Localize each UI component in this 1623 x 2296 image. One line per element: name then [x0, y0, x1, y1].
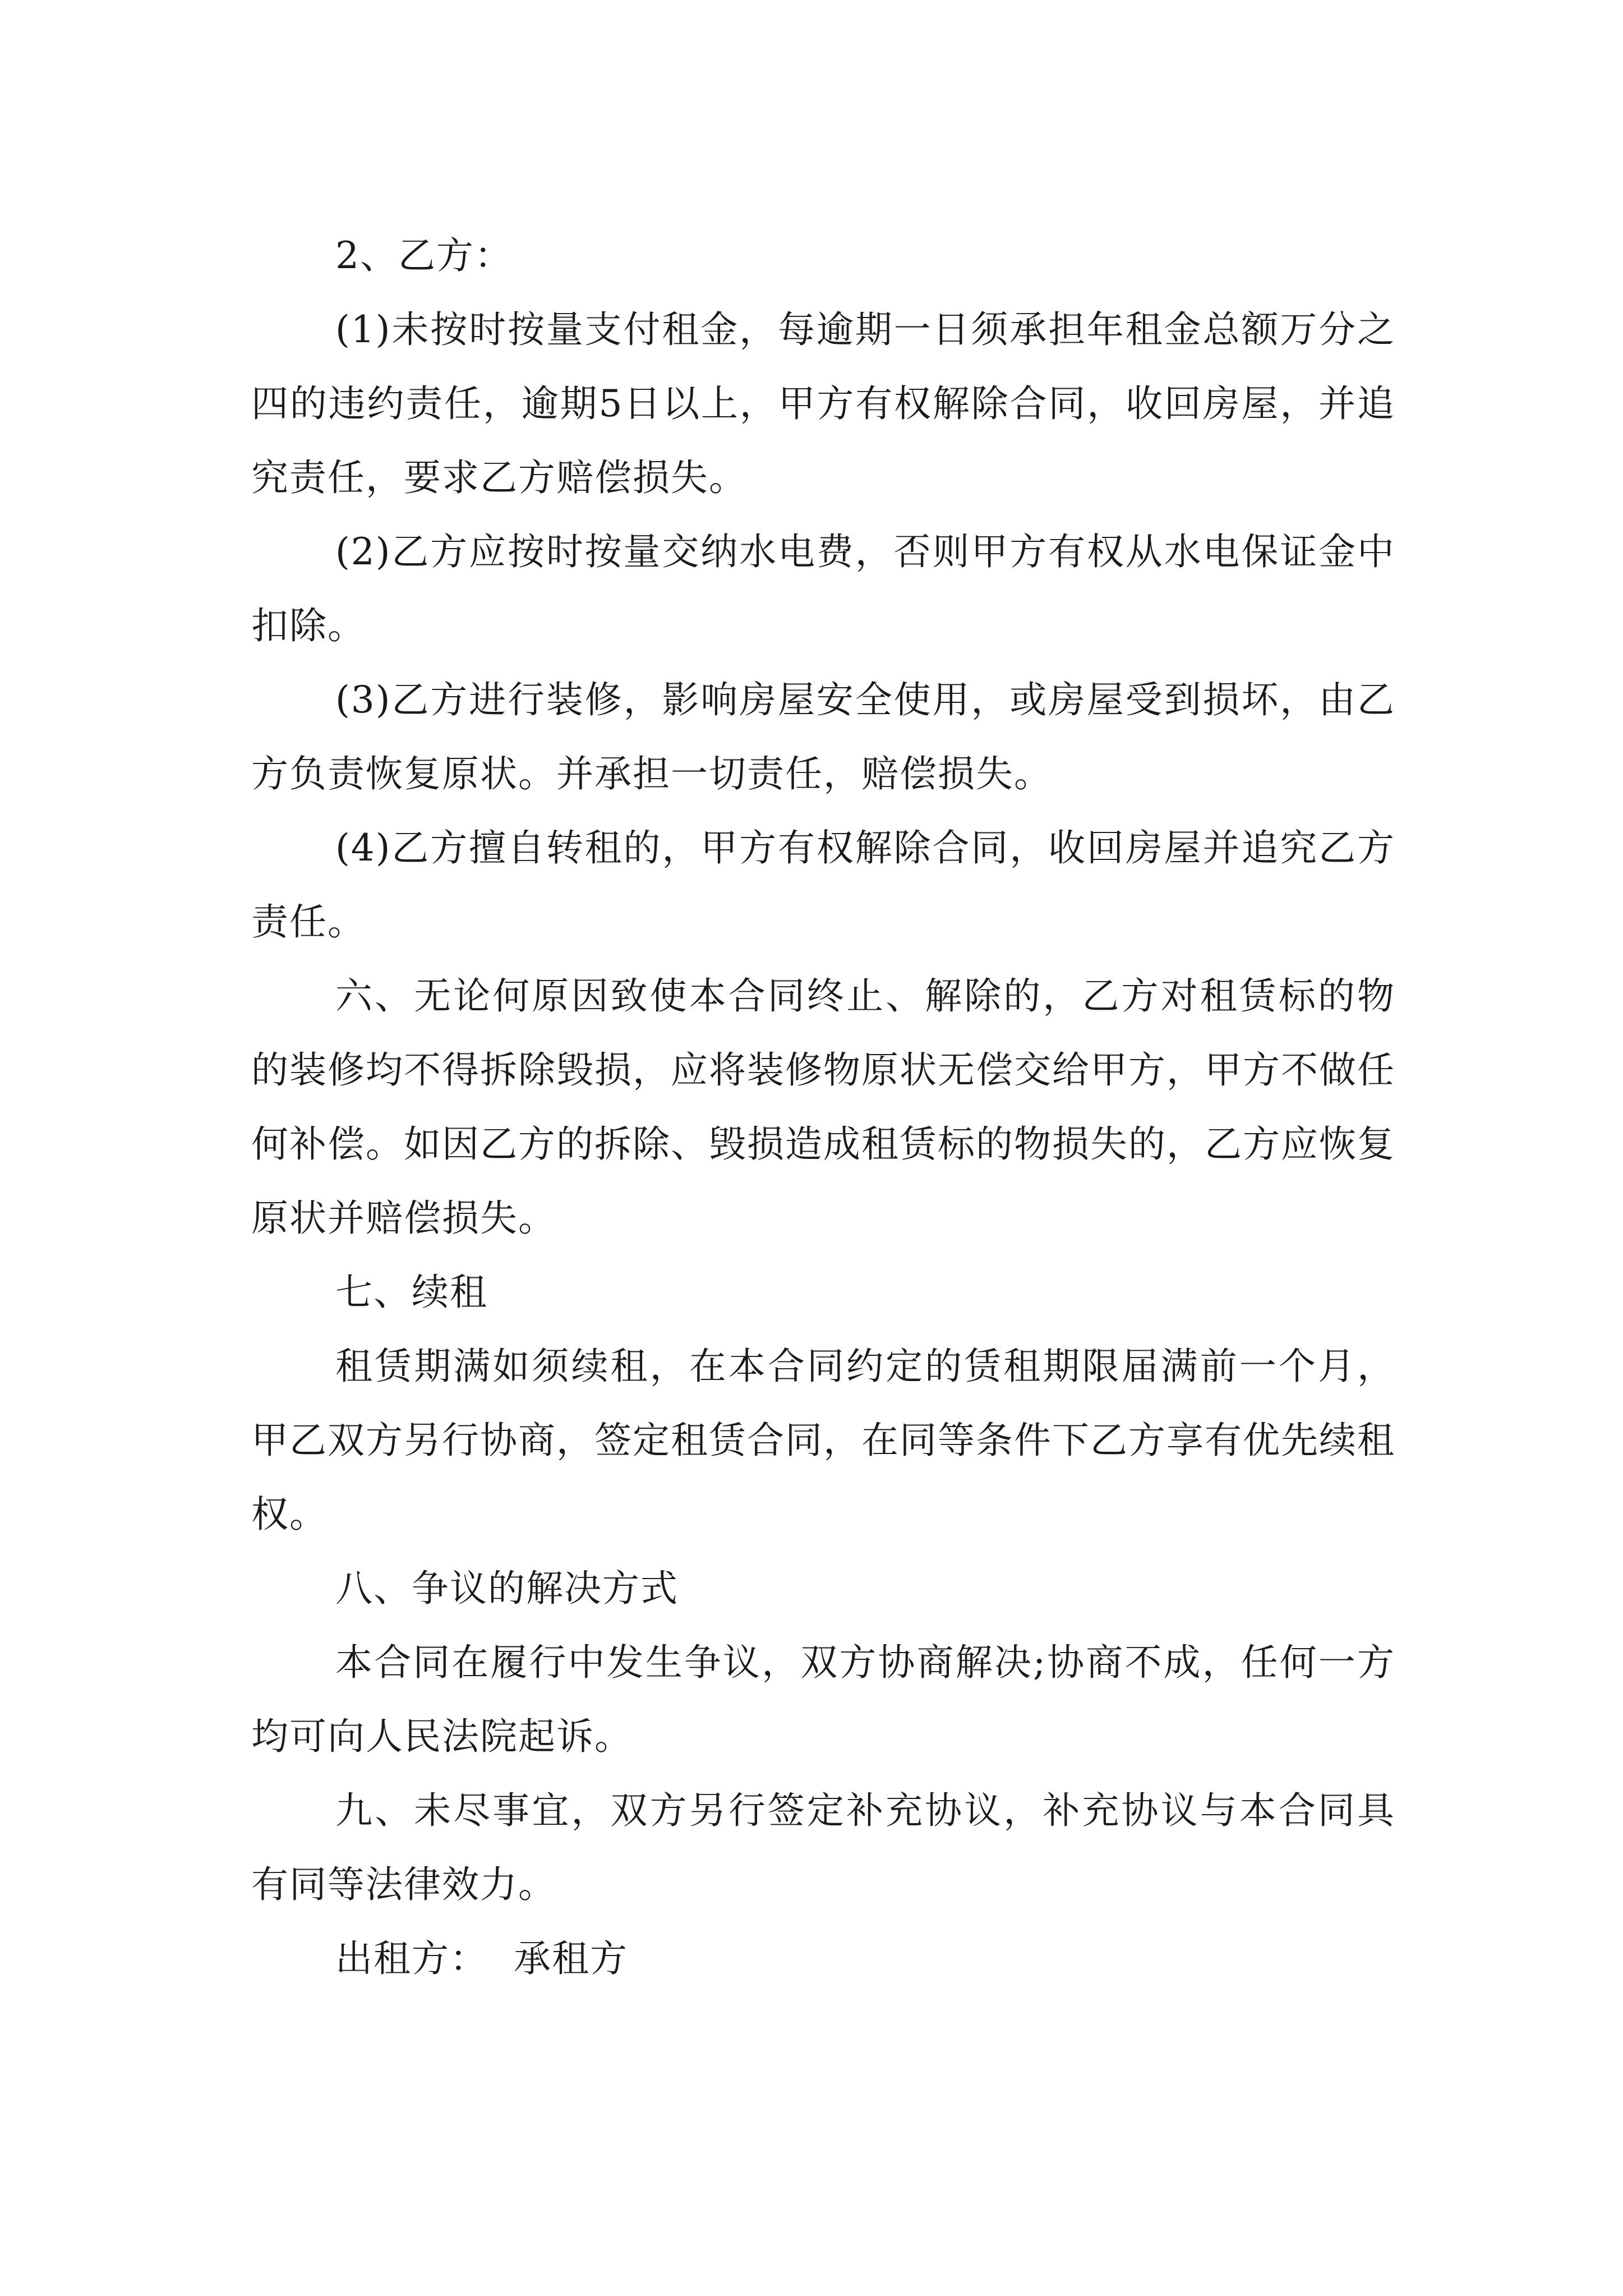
clause-party-b-heading: 2、乙方： [335, 234, 513, 277]
clause-eight-body: 本合同在履行中发生争议，双方协商解决;协商不成，任何一方均可向人民法院起诉。 [251, 1641, 1395, 1758]
clause-item-4: (4)乙方擅自转租的，甲方有权解除合同，收回房屋并追究乙方责任。 [251, 826, 1395, 944]
clause-item-1: (1)未按时按量支付租金，每逾期一日须承担年租金总额万分之四的违约责任，逾期5日以上，甲方有权解除合同，收回房屋，并追究责任，要求乙方赔偿损失。 [251, 308, 1395, 499]
lessor-label: 出租方： [335, 1937, 488, 1980]
clause-eight-heading: 八、争议的解决方式 [335, 1567, 679, 1610]
clause-six: 六、无论何原因致使本合同终止、解除的，乙方对租赁标的物的装修均不得拆除毁损，应将装修物原状无偿交给甲方，甲方不做任何补偿。如因乙方的拆除、毁损造成租赁标的物损失的，乙方应恢复原状并赔偿损失。 [251, 974, 1395, 1240]
clause-item-2: (2)乙方应按时按量交纳水电费，否则甲方有权从水电保证金中扣除。 [251, 530, 1395, 647]
signature-line [251, 1922, 1395, 1996]
clause-seven-heading: 七、续租 [335, 1271, 488, 1314]
clause-item-3: (3)乙方进行装修，影响房屋安全使用，或房屋受到损坏，由乙方负责恢复原状。并承担一切责任，赔偿损失。 [251, 678, 1395, 795]
document-body [251, 219, 1395, 1996]
clause-nine: 九、未尽事宜，双方另行签定补充协议，补充协议与本合同具有同等法律效力。 [251, 1789, 1395, 1906]
clause-seven-body: 租赁期满如须续租，在本合同约定的赁租期限届满前一个月，甲乙双方另行协商，签定租赁合同，在同等条件下乙方享有优先续租权。 [251, 1345, 1395, 1536]
lessee-label: 承租方 [513, 1937, 628, 1980]
